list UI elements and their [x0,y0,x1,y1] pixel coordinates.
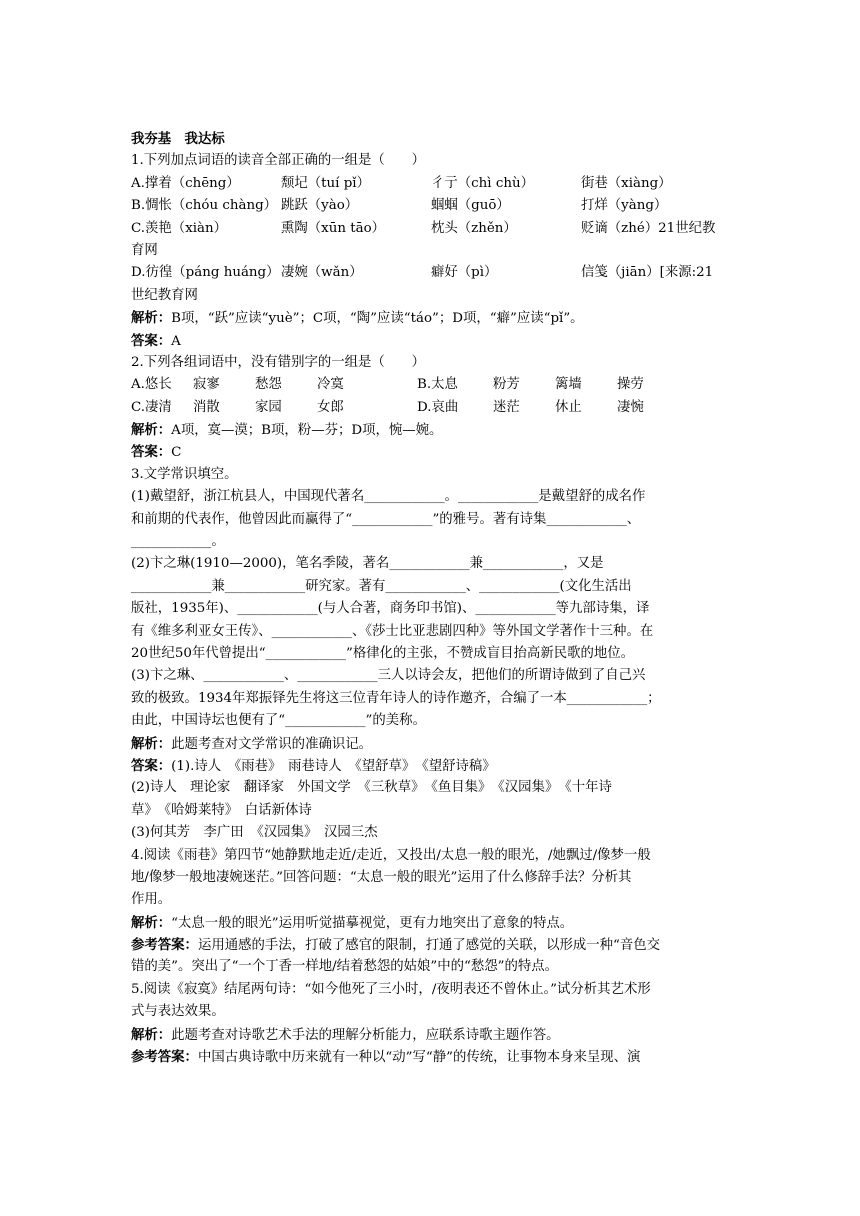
analysis-text: B项，“跃”应读“yuè”；C项，“陶”应读“táo”；D项，“癖”应读“pǐ”。 [171,311,584,327]
q3-p2-line: 有《维多利亚女王传》、____________、《莎士比亚悲剧四种》等外国文学著作十三种。在 [131,623,654,639]
q4-stem-line: 地/像梦一般地凄婉迷茫。”回答问题：“太息一般的眼光”运用了什么修辞手法？分析其 [131,869,632,885]
q5-analysis [131,1024,731,1046]
q5-stem-line: 式与表达效果。 [131,1004,225,1020]
q2-item: 冷寞 [317,377,344,393]
q1-option-c-cont: 育网 [131,242,158,258]
q3-answer-line: (2)诗人 理论家 翻译家 外国文学 《三秋草》 《鱼目集》 《汉园集》 《十年诗 [131,780,612,796]
analysis-label: 解析： [131,914,172,931]
q4-stem-line: 4.阅读《雨巷》第四节“她静默地走近/走近，又投出/太息一般的眼光，/她飘过/像梦一般 [131,847,651,863]
answer-text: (1).诗人 《雨巷》 雨巷诗人 《望舒草》 《望舒诗稿》 [171,758,496,774]
analysis-text: 此题考查对文学常识的准确识记。 [171,736,373,752]
q3-p1-line: ____________。 [131,534,225,550]
q1-d-item: 凄婉（wǎn） [281,265,363,281]
reference-answer-label: 参考答案： [131,937,198,954]
q2-item: B.太息 [417,377,458,393]
q2-item: 寂寥 [193,377,220,393]
q2-item: 操劳 [617,377,644,393]
q2-stem: 2.下列各组词语中，没有错别字的一组是（ ） [131,354,425,370]
q1-c-item: C.羡艳（xiàn） [131,220,228,236]
answer-text: A [171,333,181,349]
q1-b-item: B.惆怅（chóu chàng） [131,198,278,214]
q4-analysis [131,912,731,934]
q2-analysis [131,419,731,441]
q3-p2-line: ____________兼____________研究家。著有____________、____________(文化生活出 [131,578,632,594]
q1-answer [131,330,731,352]
q1-option-c [131,218,731,240]
q2-item: D.哀曲 [417,399,459,415]
q3-answer-line: 草》 《哈姆莱特》 白话新体诗 [131,802,312,818]
q1-option-d-cont: 世纪教育网 [131,287,198,303]
answer-label: 答案： [131,444,172,461]
q3-p2-line: 20世纪50年代曾提出“____________”格律化的主张，不赞成盲目抬高新民歌的地位。 [131,645,635,661]
q1-d-item: D.彷徨（páng huáng） [131,265,280,281]
q5-stem-line: 5.阅读《寂寞》结尾两句诗：“如今他死了三小时，/夜明表还不曾休止。”试分析其艺术形 [131,981,651,997]
q2-options-cd [131,397,731,419]
answer-label: 答案： [131,332,172,349]
q2-item: 休止 [555,399,582,415]
q1-b-item: 跳跃（yào） [281,198,359,214]
q1-d-item: 信笺（jiān）[来源:21 [581,265,714,281]
q3-p1-line: 和前期的代表作，他曾因此而赢得了“____________”的雅号。著有诗集____________、 [131,511,641,527]
q3-answer-line: (3)何其芳 李广田 《汉园集》 汉园三杰 [131,825,378,841]
document-body [131,128,731,1068]
q4-stem-line: 作用。 [131,892,172,908]
q2-item: 女郎 [317,399,344,415]
q1-c-item: 枕头（zhěn） [431,220,517,236]
q2-options-ab [131,374,731,396]
q1-analysis [131,307,731,329]
q1-a-item: 彳亍（chì chù） [431,175,534,191]
q1-b-item: 打烊（yàng） [581,198,668,214]
q1-option-b [131,195,731,217]
q3-p1-line: (1)戴望舒，浙江杭县人，中国现代著名____________。____________是戴望舒的成名作 [131,489,646,505]
q2-item: A.悠长 [131,377,172,393]
q1-b-item: 蝈蝈（guō） [431,198,510,214]
q2-item: 消散 [193,399,220,415]
analysis-label: 解析： [131,735,172,752]
q2-item: 愁怨 [255,377,282,393]
q2-item: 家园 [255,399,282,415]
q2-answer [131,441,731,463]
reference-answer-text: 运用通感的手法，打破了感官的限制，打通了感觉的关联，以形成一种“音色交 [197,938,661,954]
q1-stem: 1.下列加点词语的读音全部正确的一组是（ ） [131,153,425,169]
q2-item: C.凄清 [131,399,172,415]
q2-item: 迷茫 [493,399,520,415]
q3-p2-line: 版社，1935年)、____________(与人合著，商务印书馆)、____________等九部诗集，译 [131,601,650,617]
q1-a-item: A.撑着（chēng） [131,175,240,191]
analysis-label: 解析： [131,1026,172,1043]
q1-a-item: 街巷（xiàng） [581,175,672,191]
answer-text: C [171,445,182,461]
analysis-text: “太息一般的眼光”运用听觉描摹视觉，更有力地突出了意象的特点。 [171,915,574,931]
q1-option-d [131,262,731,284]
q1-c-item: 贬谪（zhé）21世纪教 [581,220,716,236]
analysis-text: 此题考查对诗歌艺术手法的理解分析能力，应联系诗歌主题作答。 [171,1027,560,1043]
analysis-label: 解析： [131,422,172,439]
q2-item: 篱墙 [555,377,582,393]
q3-analysis [131,733,731,755]
q1-option-a [131,173,731,195]
answer-label: 答案： [131,757,172,774]
q5-reference-answer [131,1046,731,1068]
q4-reference-answer [131,934,731,956]
q1-d-item: 癖好（pì） [431,265,498,281]
q3-answer [131,755,731,777]
q3-p2-line: (2)卞之琳(1910—2000)，笔名季陵，著名____________兼____________，又是 [131,556,604,572]
q3-p3-line: 致的极致。1934年郑振铎先生将这三位青年诗人的诗作邀齐，合编了一本____________； [131,690,661,706]
q2-item: 粉芳 [493,377,520,393]
analysis-label: 解析： [131,310,172,327]
q3-p3-line: (3)卞之琳、____________、____________三人以诗会友，把他们的所谓诗做到了自己兴 [131,668,646,684]
analysis-text: A项，寞—漠；B项，粉—芬；D项，惋—婉。 [171,423,443,439]
section-title: 我夯基 我达标 [131,131,225,147]
reference-answer-text: 中国古典诗歌中历来就有一种以“动”写“静”的传统，让事物本身来呈现、演 [197,1050,641,1066]
q1-a-item: 颓圮（tuí pǐ） [281,175,370,191]
q2-item: 凄惋 [617,399,644,415]
q1-c-item: 熏陶（xūn tāo） [281,220,386,236]
q3-stem: 3.文学常识填空。 [131,466,238,482]
reference-answer-label: 参考答案： [131,1049,198,1066]
q4-reference-answer-line: 错的美”。突出了“一个丁香一样地/结着愁怨的姑娘”中的“愁怨”的特点。 [131,959,559,975]
q3-p3-line: 由此，中国诗坛也便有了“____________”的美称。 [131,713,426,729]
